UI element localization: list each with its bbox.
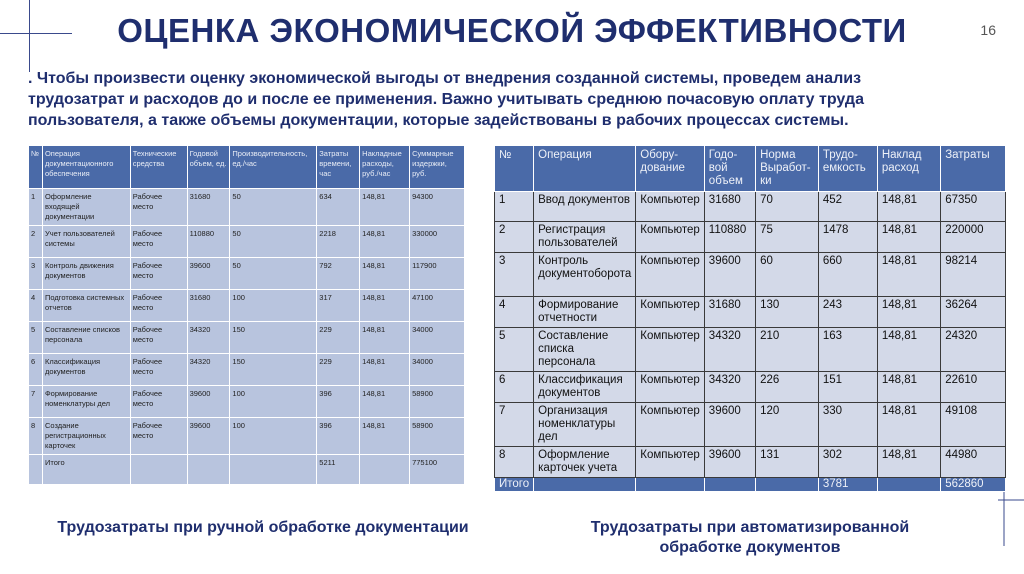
table-cell: 67350 [941,192,1006,222]
table-cell: 47100 [410,290,465,322]
table-cell: 317 [317,290,360,322]
table-row [495,192,1006,222]
table-row [495,222,1006,253]
column-header: Норма Выработ-ки [756,146,819,192]
table-cell: 110880 [704,222,755,253]
table-cell: Рабочее место [130,226,187,258]
table-cell: Классификация документов [42,354,130,386]
table-cell: 34320 [704,328,755,372]
table-cell: 148,81 [877,253,940,297]
table-cell: Компьютер [636,253,705,297]
table-cell: 39600 [704,447,755,478]
table-cell: 58900 [410,386,465,418]
total-row [29,455,465,485]
table-cell: Составление списка персонала [534,328,636,372]
total-cell [534,478,636,492]
table-cell: 1478 [818,222,877,253]
table-cell: 148,81 [877,297,940,328]
table-cell: 148,81 [360,322,410,354]
table-cell: 131 [756,447,819,478]
table-cell: Рабочее место [130,386,187,418]
table-cell: 634 [317,189,360,226]
table-cell: 792 [317,258,360,290]
table-cell: 151 [818,372,877,403]
caption-manual: Трудозатраты при ручной обработке документации [57,519,469,536]
table-cell: Составление списков персонала [42,322,130,354]
total-cell [877,478,940,492]
table-cell: Формирование номенклатуры дел [42,386,130,418]
table-row [29,386,465,418]
table-cell: 148,81 [877,222,940,253]
table-row [29,418,465,455]
column-header: Годо-вой объем [704,146,755,192]
table-cell: 229 [317,354,360,386]
table-cell: 100 [230,386,317,418]
column-header: Суммарные издержки, руб. [410,146,465,189]
table-cell: 229 [317,322,360,354]
total-cell [187,455,230,485]
table-cell: Регистрация пользователей [534,222,636,253]
table-cell: 39600 [187,418,230,455]
table-cell: 36264 [941,297,1006,328]
table-cell: 4 [29,290,43,322]
column-header: Наклад расход [877,146,940,192]
column-header: Затраты времени, час [317,146,360,189]
table-row [495,328,1006,372]
table-cell: 39600 [704,253,755,297]
table-cell: Компьютер [636,372,705,403]
table-cell: 396 [317,386,360,418]
table-cell: Подготовка системных отчетов [42,290,130,322]
table-cell: 302 [818,447,877,478]
table-cell: 39600 [187,386,230,418]
table-cell: Учет пользователей системы [42,226,130,258]
table-cell: 34000 [410,322,465,354]
table-cell: 6 [495,372,534,403]
table-row [29,226,465,258]
table-cell: 60 [756,253,819,297]
total-row [495,478,1006,492]
table-cell: Рабочее место [130,189,187,226]
table-cell: 148,81 [877,372,940,403]
table-row [29,322,465,354]
table-row [495,447,1006,478]
table-cell: 148,81 [360,226,410,258]
table-cell: 31680 [704,297,755,328]
table-row [495,403,1006,447]
table-cell: Оформление входящей документации [42,189,130,226]
table-cell: Рабочее место [130,258,187,290]
table-cell: 1 [495,192,534,222]
table-cell: 120 [756,403,819,447]
table-cell: 210 [756,328,819,372]
column-header: Обору-дование [636,146,705,192]
table-cell: 100 [230,290,317,322]
table-cell: 148,81 [877,192,940,222]
total-cell [704,478,755,492]
table-cell: 5 [29,322,43,354]
table-cell: 34320 [187,354,230,386]
table-cell: Рабочее место [130,322,187,354]
column-header: Производительность, ед./час [230,146,317,189]
table-cell: 31680 [187,189,230,226]
table-cell: 31680 [704,192,755,222]
table-cell: Компьютер [636,447,705,478]
table-cell: Рабочее место [130,290,187,322]
table-cell: 50 [230,226,317,258]
total-cell: 5211 [317,455,360,485]
table-cell: 6 [29,354,43,386]
table-cell: 150 [230,322,317,354]
table-cell: 148,81 [360,386,410,418]
table-cell: 7 [29,386,43,418]
table-cell: 24320 [941,328,1006,372]
page-number: 16 [980,22,996,38]
table-cell: 98214 [941,253,1006,297]
table-cell: 660 [818,253,877,297]
table-cell: 5 [495,328,534,372]
table-cell: Контроль движения документов [42,258,130,290]
auto-cost-table [494,145,1006,492]
table-cell: 148,81 [877,403,940,447]
table-cell: Компьютер [636,403,705,447]
table-cell: 130 [756,297,819,328]
table-cell: 163 [818,328,877,372]
total-cell [29,455,43,485]
table-cell: 49108 [941,403,1006,447]
column-header: Затраты [941,146,1006,192]
table-cell: 117900 [410,258,465,290]
total-cell: Итого [495,478,534,492]
table-cell: 148,81 [360,418,410,455]
table-cell: 8 [495,447,534,478]
table-cell: 22610 [941,372,1006,403]
table-row [29,290,465,322]
table-cell: 148,81 [360,290,410,322]
table-cell: 100 [230,418,317,455]
column-header: № [29,146,43,189]
slide-title: ОЦЕНКА ЭКОНОМИЧЕСКОЙ ЭФФЕКТИВНОСТИ [117,12,907,49]
table-cell: Компьютер [636,192,705,222]
table-cell: 70 [756,192,819,222]
table-row [495,297,1006,328]
table-cell: Рабочее место [130,418,187,455]
caption-auto: Трудозатраты при автоматизированной обработке документов [590,519,910,556]
table-row [29,258,465,290]
column-header: Операция [534,146,636,192]
decor-corner-lines [998,486,1024,546]
table-cell: 148,81 [360,189,410,226]
total-cell [360,455,410,485]
table-cell: 2 [29,226,43,258]
column-header: Трудо-емкость [818,146,877,192]
table-cell: Организация номенклатуры дел [534,403,636,447]
table-cell: 39600 [704,403,755,447]
table-cell: 2218 [317,226,360,258]
table-cell: 452 [818,192,877,222]
table-cell: 44980 [941,447,1006,478]
table-cell: Компьютер [636,328,705,372]
column-header: Накладные расходы, руб./час [360,146,410,189]
table-cell: Компьютер [636,222,705,253]
column-header: Технические средства [130,146,187,189]
table-cell: 8 [29,418,43,455]
table-cell: 50 [230,189,317,226]
table-cell: 75 [756,222,819,253]
total-cell [636,478,705,492]
table-cell: Формирование отчетности [534,297,636,328]
table-cell: Рабочее место [130,354,187,386]
table-cell: 148,81 [877,447,940,478]
table-cell: Классификация документов [534,372,636,403]
table-cell: Ввод документов [534,192,636,222]
table-cell: 34320 [187,322,230,354]
table-cell: 4 [495,297,534,328]
table-cell: 220000 [941,222,1006,253]
column-header: № [495,146,534,192]
table-cell: 58900 [410,418,465,455]
total-cell: Итого [42,455,130,485]
table-cell: 330 [818,403,877,447]
table-row [29,354,465,386]
table-cell: 1 [29,189,43,226]
table-cell: 94300 [410,189,465,226]
table-cell: 3 [495,253,534,297]
table-cell: 226 [756,372,819,403]
total-cell [130,455,187,485]
table-cell: Компьютер [636,297,705,328]
table-cell: 31680 [187,290,230,322]
table-cell: Контроль документоборота [534,253,636,297]
total-cell: 775100 [410,455,465,485]
table-cell: 50 [230,258,317,290]
table-cell: Оформление карточек учета [534,447,636,478]
column-header: Годовой объем, ед. [187,146,230,189]
table-cell: Создание регистрационных карточек [42,418,130,455]
table-cell: 148,81 [360,354,410,386]
table-cell: 110880 [187,226,230,258]
manual-cost-table [28,145,465,485]
table-row [495,253,1006,297]
table-row [29,189,465,226]
table-cell: 7 [495,403,534,447]
total-cell: 3781 [818,478,877,492]
intro-text: . Чтобы произвести оценку экономической выгоды от внедрения созданной системы, проведем анализ трудозатрат и расходов до и после ее применения. Важно учитывать среднюю почасовую оплату труда пользователя, а также объемы документации, которые задействованы в рабочих процессах системы. [28,70,864,129]
table-cell: 148,81 [877,328,940,372]
column-header: Операция документационного обеспечения [42,146,130,189]
table-cell: 148,81 [360,258,410,290]
table-cell: 3 [29,258,43,290]
table-cell: 34000 [410,354,465,386]
table-cell: 39600 [187,258,230,290]
table-cell: 330000 [410,226,465,258]
total-cell [756,478,819,492]
table-row [495,372,1006,403]
total-cell [230,455,317,485]
table-cell: 2 [495,222,534,253]
table-cell: 150 [230,354,317,386]
table-cell: 34320 [704,372,755,403]
table-cell: 243 [818,297,877,328]
total-cell: 562860 [941,478,1006,492]
table-cell: 396 [317,418,360,455]
